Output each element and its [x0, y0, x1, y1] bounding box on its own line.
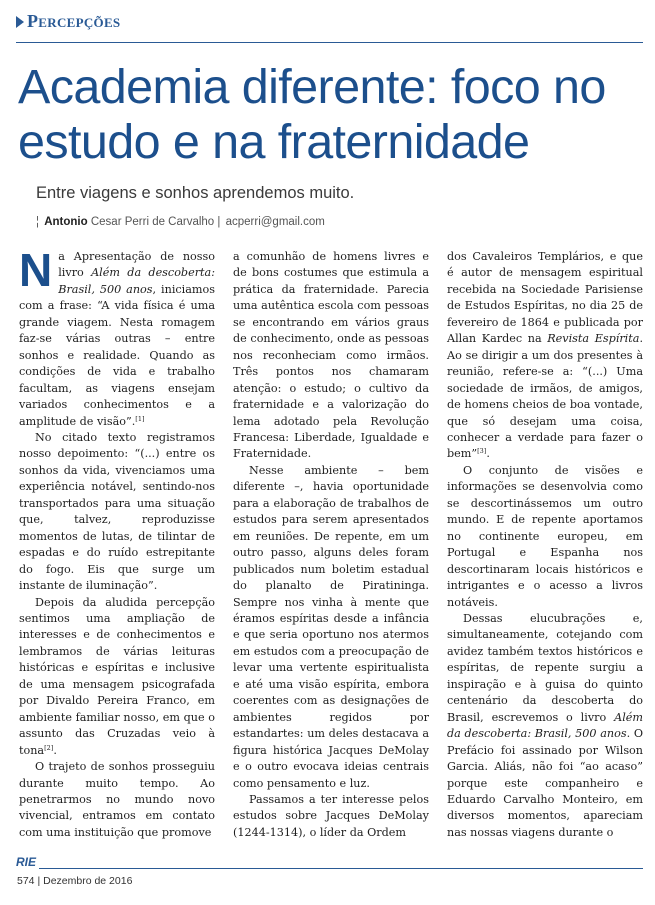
article-paragraph: Passamos a ter interesse pelos estudos sobre Jacques DeMolay (1244-1314), o líder da Ordem [233, 792, 429, 839]
footnote-ref: [3] [477, 447, 487, 456]
magazine-logo: RIE [16, 856, 39, 869]
section-header [16, 11, 120, 32]
article-paragraph: O trajeto de sonhos prosseguiu durante muito tempo. Ao penetrarmos no mundo novo vivencial, entramos em contato com uma instituição que promove [19, 760, 215, 839]
article-title: Academia diferente: foco no estudo e na fraternidade [18, 60, 606, 169]
author-rest-name: Cesar Perri de Carvalho [90, 216, 215, 228]
article-paragraph: dos Cavaleiros Templários, e que é autor de mensagem espiritual recebida na Sociedade Parisiense de Estudos Espíritas, no dia 25 de fevereiro de 1864 e publicada por Allan Kardec na Revista Espírita. Ao se dirigir a um dos presentes à reunião, refere-se a: “(...) Uma sociedade de irmãos, de amigos, de homens cheios de boa vontade, que só desejam uma coisa, conhecer a verdade para fazer o bem”[3]. [447, 250, 643, 461]
article-paragraph: Nesse ambiente – bem diferente –, havia oportunidade para a elaboração de trabalhos de estudos para serem apresentados em reuniões. De repente, em um outro passo, alguns deles foram publicados num boletim estadual do planalto de Piratininga. Sempre nos vinha à mente que éramos espíritas desde a infância e que seria oportuno nos atermos em estudos com a preocupação de levar uma vertente espiritualista e até uma visão espírita, embora coerentes com as designações de ambientes regidos por estandartes: um deles destacava a figura histórica Jacques DeMolay e o outro evocava ideias centrais como pensamento e luz. [233, 463, 429, 790]
italic-title: Além da descoberta: Brasil, 500 anos [447, 710, 643, 741]
issue-date: Dezembro de 2016 [43, 875, 133, 887]
italic-title: Além da descoberta: Brasil, 500 anos [58, 266, 215, 296]
column-2 [233, 249, 429, 841]
article-paragraph: a comunhão de homens livres e de bons costumes que estimula a prática da fraternidade. Parecia uma autêntica escola com pessoas se encontrando em vários graus de conhecimento, onde as pessoas nos reconheciam como irmãos. Três pontos nos chamaram atenção: o estudo; o cultivo da fraternidade e a valorização do lema adotado pela Revolução Francesa: Liberdade, Igualdade e Fraternidade. [233, 250, 429, 461]
article-paragraph: No citado texto registramos nosso depoimento: “(...) entre os sonhos da vida, vivenciamos uma experiência notável, sentindo-nos transportados para uma situação que, talvez, reproduzisse momentos de lutas, de tilintar de espadas e do ruído estrepitante do fogo. Eis que surge um instante de iluminação”. [19, 430, 215, 593]
byline [36, 216, 325, 228]
column-1 [19, 244, 215, 841]
folio [17, 875, 132, 887]
footnote-ref: [2] [44, 743, 54, 752]
section-arrow-icon [16, 16, 24, 28]
article-paragraph: O conjunto de visões e informações se desenvolvia como se descortinássemos um outro mundo. E de repente aportamos no continente europeu, em Portugal e Espanha nos descortinaram locais históricos e intrigantes e o acesso a livros notáveis. [447, 463, 643, 609]
article-paragraph: Depois da aludida percepção sentimos uma ampliação de interesses e de conhecimentos e lembramos de várias leituras históricas e espíritas e inclusive de uma mensagem psicografada por Divaldo Pereira Franco, em ambiente familiar nosso, em que o assunto das Cruzadas veio à tona[2]. [19, 595, 215, 757]
article-paragraph: Dessas elucubrações e, simultaneamente, cotejando com avidez também textos históricos e espíritas, de repente surgiu a inspiração e à guisa do quinto centenário da descoberta do Brasil, escrevemos o livro Além da descoberta: Brasil, 500 anos. O Prefácio foi assinado por Wilson Garcia. Aliás, não foi “ao acaso” porque este companheiro e Eduardo Carvalho Monteiro, em diversos momentos, apareciam nas nossas viagens durante o [447, 611, 643, 839]
byline-separator-icon: | [217, 216, 221, 228]
author-first-name: Antonio [44, 216, 88, 228]
byline-bar-icon: ¦ [36, 216, 39, 228]
footnote-ref: [1] [135, 414, 145, 423]
folio-separator-icon: | [37, 875, 41, 887]
article-subtitle: Entre viagens e sonhos aprendemos muito. [36, 184, 355, 202]
section-label: Percepções [27, 11, 121, 31]
top-rule [16, 42, 643, 43]
drop-cap: N [19, 244, 53, 296]
article-paragraph: Na Apresentação de nosso livro Além da descoberta: Brasil, 500 anos, iniciamos com a frase: “A vida física é uma grande viagem. Nesta romagem faz-se várias outras – entre sonhos e realidade. Quando as condições de vida e trabalho facultam, as viagens ensejam variados conhecimentos e a amplitude de visão”.[1] [19, 244, 215, 428]
author-email[interactable]: acperri@gmail.com [225, 216, 325, 228]
bottom-rule [16, 868, 643, 869]
italic-title: Revista Espírita [547, 332, 640, 346]
page-number: 574 [17, 875, 35, 887]
column-3 [447, 249, 643, 841]
